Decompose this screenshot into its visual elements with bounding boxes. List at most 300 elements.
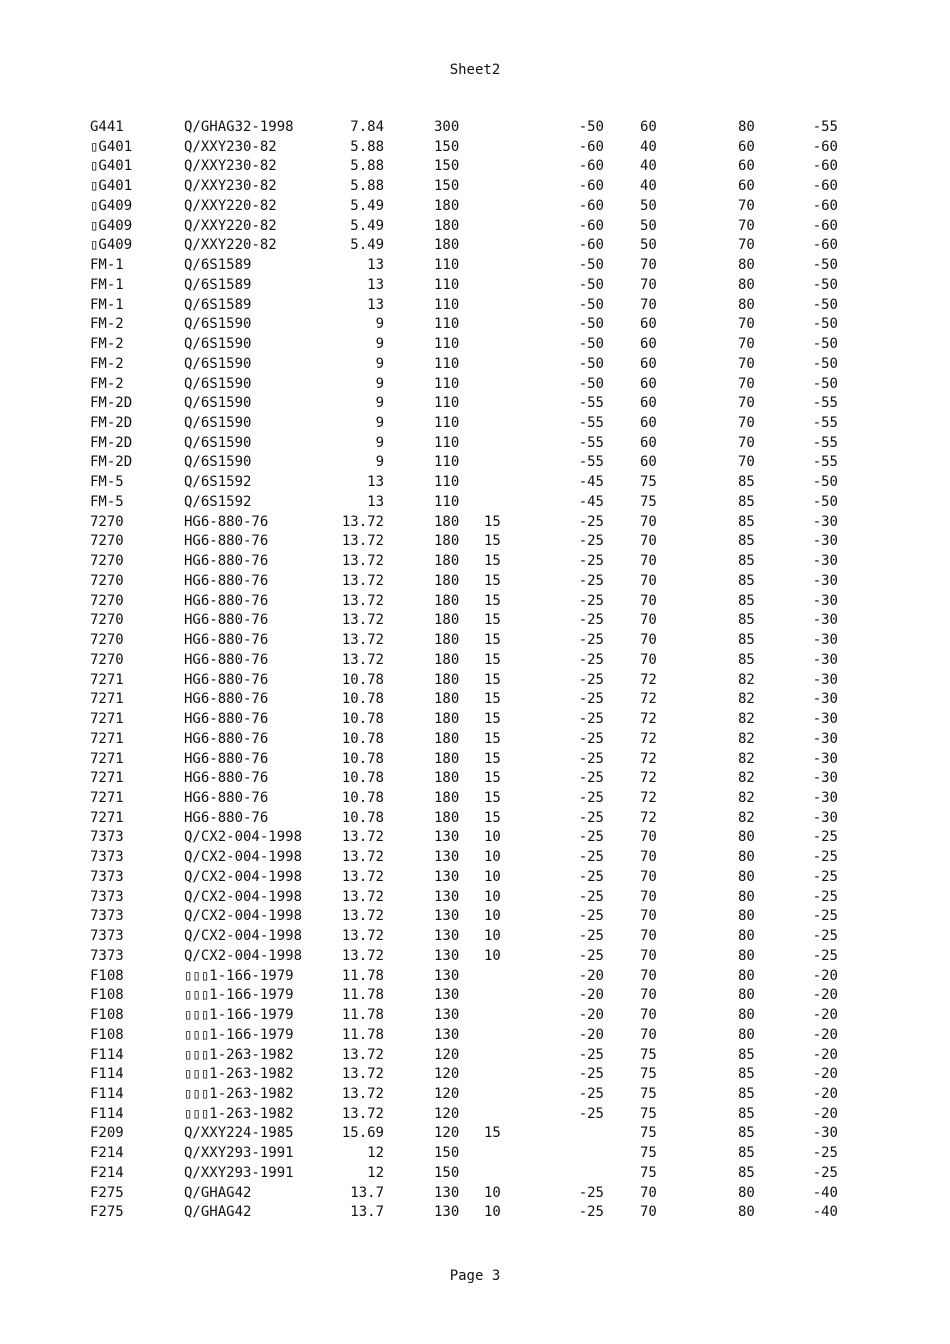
- table-cell-col8: 85: [738, 632, 755, 649]
- table-cell-col1: ▯G409: [90, 217, 133, 234]
- table-cell-col4: 110: [434, 316, 460, 333]
- table-cell-col1: 7270: [90, 553, 124, 570]
- table-cell-col6: -25: [578, 750, 604, 767]
- table-cell-col6: -25: [578, 947, 604, 964]
- table-cell-col7: 70: [640, 257, 657, 274]
- table-cell-col1: 7270: [90, 572, 124, 589]
- table-cell-col4: 130: [434, 908, 460, 925]
- table-row: [90, 177, 838, 197]
- table-cell-col9: -25: [812, 868, 838, 885]
- table-cell-col5: 10: [484, 1204, 501, 1221]
- table-cell-col2: ▯▯▯1-166-1979: [184, 967, 294, 984]
- table-cell-col7: 72: [640, 789, 657, 806]
- table-cell-col7: 72: [640, 691, 657, 708]
- table-cell-col4: 120: [434, 1085, 460, 1102]
- table-cell-col2: HG6-880-76: [184, 533, 269, 550]
- table-cell-col5: 15: [484, 750, 501, 767]
- table-cell-col1: ▯G409: [90, 237, 133, 254]
- table-cell-col4: 180: [434, 197, 460, 214]
- table-cell-col3: 13: [367, 474, 384, 491]
- table-cell-col5: [484, 394, 544, 414]
- table-cell-col5: 15: [484, 789, 501, 806]
- table-cell-col1: F114: [90, 1066, 124, 1083]
- table-cell-col8: 70: [738, 237, 755, 254]
- table-cell-col5: [484, 177, 544, 197]
- table-cell-col5: 10: [484, 868, 501, 885]
- table-cell-col4: 180: [434, 730, 460, 747]
- table-cell-col8: 70: [738, 454, 755, 471]
- table-cell-col2: Q/6S1589: [184, 276, 252, 293]
- table-cell-col4: 150: [434, 178, 460, 195]
- table-cell-col4: 110: [434, 454, 460, 471]
- table-cell-col5: 10: [484, 829, 501, 846]
- table-row: [90, 1026, 838, 1046]
- sheet-title: Sheet2: [449, 62, 501, 78]
- table-cell-col1: ▯G401: [90, 138, 133, 155]
- table-cell-col7: 60: [640, 375, 657, 392]
- table-cell-col7: 75: [640, 493, 657, 510]
- table-cell-col7: 70: [640, 928, 657, 945]
- table-cell-col2: Q/GHAG42: [184, 1184, 252, 1201]
- table-cell-col1: 7373: [90, 868, 124, 885]
- table-cell-col3: 13.72: [341, 513, 384, 530]
- table-cell-col6: -25: [578, 829, 604, 846]
- table-cell-col3: 9: [375, 415, 384, 432]
- table-cell-col8: 82: [738, 789, 755, 806]
- table-cell-col4: 110: [434, 415, 460, 432]
- table-cell-col4: 130: [434, 888, 460, 905]
- table-row: [90, 552, 838, 572]
- table-cell-col9: -50: [812, 493, 838, 510]
- table-cell-col6: -25: [578, 651, 604, 668]
- table-row: [90, 256, 838, 276]
- table-cell-col1: FM-2: [90, 316, 124, 333]
- table-cell-col2: Q/6S1592: [184, 474, 252, 491]
- table-cell-col8: 70: [738, 415, 755, 432]
- table-cell-col9: -40: [812, 1204, 838, 1221]
- table-cell-col7: 70: [640, 1204, 657, 1221]
- table-cell-col3: 9: [375, 336, 384, 353]
- table-cell-col1: ▯G401: [90, 178, 133, 195]
- table-cell-col4: 180: [434, 592, 460, 609]
- table-row: [90, 1085, 838, 1105]
- table-cell-col7: 72: [640, 809, 657, 826]
- table-cell-col2: HG6-880-76: [184, 612, 269, 629]
- table-cell-col9: -25: [812, 1164, 838, 1181]
- table-cell-col3: 13.72: [341, 612, 384, 629]
- table-cell-col8: 70: [738, 375, 755, 392]
- table-row: [90, 236, 838, 256]
- table-cell-col3: 13: [367, 276, 384, 293]
- table-cell-col2: Q/6S1590: [184, 415, 252, 432]
- table-cell-col9: -20: [812, 967, 838, 984]
- table-row: [90, 1164, 838, 1184]
- table-cell-col6: -25: [578, 849, 604, 866]
- table-cell-col9: -50: [812, 355, 838, 372]
- table-row: [90, 493, 838, 513]
- table-cell-col1: FM-2: [90, 336, 124, 353]
- table-cell-col7: 70: [640, 908, 657, 925]
- table-body: [90, 118, 838, 1223]
- table-cell-col4: 180: [434, 553, 460, 570]
- table-cell-col3: 13.72: [341, 849, 384, 866]
- table-cell-col2: Q/CX2-004-1998: [184, 849, 303, 866]
- table-cell-col5: 15: [484, 809, 501, 826]
- table-cell-col6: -25: [578, 632, 604, 649]
- table-cell-col9: -50: [812, 336, 838, 353]
- table-cell-col9: -30: [812, 592, 838, 609]
- table-cell-col1: F114: [90, 1085, 124, 1102]
- table-cell-col4: 110: [434, 296, 460, 313]
- table-cell-col6: -25: [578, 612, 604, 629]
- table-cell-col5: [484, 256, 544, 276]
- table-cell-col2: HG6-880-76: [184, 671, 269, 688]
- table-cell-col7: 72: [640, 671, 657, 688]
- table-cell-col2: Q/XXY230-82: [184, 138, 277, 155]
- table-cell-col5: 15: [484, 513, 501, 530]
- table-row: [90, 888, 838, 908]
- table-cell-col6: [544, 1164, 604, 1184]
- table-cell-col2: Q/XXY293-1991: [184, 1164, 294, 1181]
- table-cell-col4: 120: [434, 1046, 460, 1063]
- table-cell-col8: 70: [738, 316, 755, 333]
- table-cell-col6: -25: [578, 1184, 604, 1201]
- table-cell-col2: HG6-880-76: [184, 553, 269, 570]
- table-cell-col7: 72: [640, 730, 657, 747]
- table-cell-col8: 85: [738, 1066, 755, 1083]
- table-cell-col8: 80: [738, 1184, 755, 1201]
- table-cell-col7: 70: [640, 967, 657, 984]
- table-cell-col1: F209: [90, 1125, 124, 1142]
- table-cell-col2: ▯▯▯1-166-1979: [184, 1026, 294, 1043]
- table-cell-col8: 85: [738, 1125, 755, 1142]
- table-cell-col9: -25: [812, 1145, 838, 1162]
- table-cell-col7: 70: [640, 533, 657, 550]
- table-cell-col2: HG6-880-76: [184, 651, 269, 668]
- table-cell-col7: 40: [640, 138, 657, 155]
- table-cell-col9: -60: [812, 138, 838, 155]
- table-cell-col5: [484, 1046, 544, 1066]
- table-cell-col3: 9: [375, 375, 384, 392]
- table-row: [90, 335, 838, 355]
- table-row: [90, 1006, 838, 1026]
- table-cell-col7: 40: [640, 158, 657, 175]
- table-cell-col5: 10: [484, 849, 501, 866]
- table-cell-col2: ▯▯▯1-166-1979: [184, 987, 294, 1004]
- table-cell-col4: 150: [434, 138, 460, 155]
- table-row: [90, 1144, 838, 1164]
- table-cell-col9: -50: [812, 375, 838, 392]
- table-cell-col3: 13.72: [341, 829, 384, 846]
- table-cell-col7: 60: [640, 355, 657, 372]
- table-row: [90, 1124, 838, 1144]
- table-cell-col7: 70: [640, 868, 657, 885]
- table-cell-col3: 13.72: [341, 553, 384, 570]
- table-cell-col7: 70: [640, 296, 657, 313]
- table-cell-col1: F214: [90, 1145, 124, 1162]
- table-cell-col4: 130: [434, 849, 460, 866]
- table-cell-col9: -25: [812, 908, 838, 925]
- table-cell-col8: 85: [738, 612, 755, 629]
- table-cell-col8: 85: [738, 1164, 755, 1181]
- table-row: [90, 947, 838, 967]
- table-cell-col4: 180: [434, 513, 460, 530]
- table-cell-col3: 13.72: [341, 533, 384, 550]
- table-row: [90, 986, 838, 1006]
- table-cell-col7: 70: [640, 572, 657, 589]
- table-cell-col8: 80: [738, 849, 755, 866]
- table-cell-col6: -60: [578, 217, 604, 234]
- table-cell-col5: [484, 414, 544, 434]
- table-cell-col9: -30: [812, 671, 838, 688]
- table-cell-col2: HG6-880-76: [184, 691, 269, 708]
- table-cell-col2: Q/6S1590: [184, 434, 252, 451]
- table-cell-col3: 9: [375, 454, 384, 471]
- table-cell-col2: Q/XXY224-1985: [184, 1125, 294, 1142]
- table-cell-col6: -20: [578, 1026, 604, 1043]
- table-cell-col1: 7373: [90, 928, 124, 945]
- table-cell-col6: [544, 1124, 604, 1144]
- table-cell-col7: 75: [640, 1085, 657, 1102]
- table-cell-col1: G441: [90, 119, 124, 135]
- table-cell-col1: F108: [90, 1026, 124, 1043]
- table-cell-col1: 7270: [90, 533, 124, 550]
- table-cell-col9: -30: [812, 770, 838, 787]
- table-cell-col9: -60: [812, 217, 838, 234]
- table-cell-col9: -30: [812, 651, 838, 668]
- table-cell-col8: 82: [738, 770, 755, 787]
- table-cell-col2: Q/CX2-004-1998: [184, 947, 303, 964]
- table-cell-col3: 5.49: [350, 197, 384, 214]
- table-cell-col3: 11.78: [341, 1007, 384, 1024]
- table-cell-col5: [484, 1026, 544, 1046]
- table-cell-col4: 130: [434, 947, 460, 964]
- table-cell-col1: FM-2D: [90, 454, 133, 471]
- table-cell-col9: -55: [812, 454, 838, 471]
- table-cell-col3: 13.72: [341, 1085, 384, 1102]
- table-cell-col5: 15: [484, 592, 501, 609]
- table-cell-col8: 82: [738, 671, 755, 688]
- table-cell-col4: 120: [434, 1066, 460, 1083]
- table-cell-col3: 13.72: [341, 1105, 384, 1122]
- table-cell-col2: HG6-880-76: [184, 513, 269, 530]
- table-cell-col6: -60: [578, 237, 604, 254]
- table-cell-col9: -30: [812, 809, 838, 826]
- table-cell-col4: 110: [434, 434, 460, 451]
- table-cell-col4: 110: [434, 375, 460, 392]
- table-cell-col3: 10.78: [341, 691, 384, 708]
- table-cell-col7: 70: [640, 632, 657, 649]
- table-cell-col2: Q/XXY230-82: [184, 178, 277, 195]
- table-cell-col1: 7373: [90, 908, 124, 925]
- table-cell-col1: F114: [90, 1046, 124, 1063]
- table-cell-col9: -20: [812, 987, 838, 1004]
- table-cell-col8: 80: [738, 1204, 755, 1221]
- table-row: [90, 710, 838, 730]
- table-cell-col3: 13.72: [341, 888, 384, 905]
- table-row: [90, 611, 838, 631]
- table-cell-col3: 10.78: [341, 750, 384, 767]
- table-row: [90, 631, 838, 651]
- table-cell-col4: 120: [434, 1105, 460, 1122]
- table-cell-col4: 180: [434, 217, 460, 234]
- table-cell-col8: 70: [738, 197, 755, 214]
- table-cell-col6: -25: [578, 572, 604, 589]
- table-cell-col2: Q/XXY230-82: [184, 158, 277, 175]
- table-cell-col3: 12: [367, 1164, 384, 1181]
- table-row: [90, 118, 838, 138]
- table-row: [90, 414, 838, 434]
- table-cell-col6: -25: [578, 1204, 604, 1221]
- table-cell-col9: -30: [812, 553, 838, 570]
- table-cell-col1: FM-1: [90, 276, 124, 293]
- table-row: [90, 769, 838, 789]
- table-cell-col9: -25: [812, 849, 838, 866]
- table-cell-col7: 75: [640, 1105, 657, 1122]
- table-cell-col2: Q/6S1592: [184, 493, 252, 510]
- table-cell-col6: -45: [578, 493, 604, 510]
- table-cell-col7: 70: [640, 513, 657, 530]
- table-cell-col7: 60: [640, 119, 657, 135]
- table-cell-col4: 130: [434, 967, 460, 984]
- table-cell-col4: 180: [434, 711, 460, 728]
- table-cell-col1: 7271: [90, 750, 124, 767]
- table-cell-col4: 180: [434, 237, 460, 254]
- table-row: [90, 138, 838, 158]
- table-cell-col8: 80: [738, 947, 755, 964]
- table-cell-col3: 13.72: [341, 868, 384, 885]
- table-cell-col1: F108: [90, 1007, 124, 1024]
- table-row: [90, 1105, 838, 1125]
- table-cell-col5: [484, 1164, 544, 1184]
- table-cell-col3: 13.72: [341, 592, 384, 609]
- table-cell-col5: [484, 197, 544, 217]
- table-cell-col5: [484, 335, 544, 355]
- table-cell-col3: 10.78: [341, 789, 384, 806]
- table-cell-col9: -30: [812, 612, 838, 629]
- table-cell-col1: FM-2: [90, 375, 124, 392]
- table-cell-col7: 70: [640, 612, 657, 629]
- table-cell-col8: 85: [738, 553, 755, 570]
- table-cell-col6: -50: [578, 296, 604, 313]
- table-cell-col3: 9: [375, 434, 384, 451]
- table-cell-col3: 13: [367, 493, 384, 510]
- table-cell-col9: -30: [812, 632, 838, 649]
- table-cell-col2: Q/6S1589: [184, 296, 252, 313]
- table-cell-col5: [484, 1144, 544, 1164]
- table-cell-col5: [484, 1105, 544, 1125]
- table-cell-col6: -55: [578, 415, 604, 432]
- table-row: [90, 473, 838, 493]
- table-cell-col9: -30: [812, 711, 838, 728]
- table-cell-col8: 80: [738, 987, 755, 1004]
- table-cell-col6: -25: [578, 691, 604, 708]
- table-cell-col6: -25: [578, 1105, 604, 1122]
- table-cell-col1: ▯G409: [90, 197, 133, 214]
- table-cell-col3: 13.72: [341, 572, 384, 589]
- table-cell-col3: 5.49: [350, 217, 384, 234]
- table-cell-col9: -50: [812, 296, 838, 313]
- table-cell-col5: 15: [484, 651, 501, 668]
- table-cell-col9: -55: [812, 415, 838, 432]
- table-cell-col9: -20: [812, 1066, 838, 1083]
- table-row: [90, 730, 838, 750]
- table-cell-col9: -30: [812, 533, 838, 550]
- table-cell-col3: 13.72: [341, 632, 384, 649]
- table-cell-col5: 10: [484, 1184, 501, 1201]
- table-cell-col1: 7271: [90, 711, 124, 728]
- table-cell-col6: -20: [578, 967, 604, 984]
- table-cell-col9: -55: [812, 119, 838, 135]
- table-cell-col1: FM-2D: [90, 415, 133, 432]
- table-cell-col7: 60: [640, 454, 657, 471]
- table-row: [90, 315, 838, 335]
- table-row: [90, 394, 838, 414]
- table-cell-col1: 7373: [90, 829, 124, 846]
- table-cell-col1: 7271: [90, 789, 124, 806]
- table-cell-col2: Q/GHAG32-1998: [184, 119, 294, 135]
- table-row: [90, 592, 838, 612]
- table-cell-col9: -30: [812, 1125, 838, 1142]
- table-cell-col4: 110: [434, 257, 460, 274]
- table-cell-col8: 80: [738, 829, 755, 846]
- table-cell-col6: -20: [578, 987, 604, 1004]
- table-row: [90, 809, 838, 829]
- table-row: [90, 217, 838, 237]
- table-cell-col1: 7271: [90, 671, 124, 688]
- table-cell-col7: 75: [640, 1125, 657, 1142]
- table-cell-col5: 15: [484, 553, 501, 570]
- table-cell-col3: 9: [375, 355, 384, 372]
- table-cell-col9: -50: [812, 474, 838, 491]
- table-cell-col2: Q/CX2-004-1998: [184, 888, 303, 905]
- table-cell-col7: 60: [640, 415, 657, 432]
- table-cell-col9: -30: [812, 730, 838, 747]
- table-cell-col7: 70: [640, 1026, 657, 1043]
- table-cell-col2: HG6-880-76: [184, 572, 269, 589]
- table-cell-col8: 60: [738, 158, 755, 175]
- table-cell-col2: ▯▯▯1-263-1982: [184, 1085, 294, 1102]
- table-cell-col7: 70: [640, 987, 657, 1004]
- table-cell-col9: -30: [812, 750, 838, 767]
- table-cell-col8: 85: [738, 651, 755, 668]
- table-cell-col3: 13.7: [350, 1204, 384, 1221]
- table-cell-col4: 180: [434, 770, 460, 787]
- table-cell-col5: 15: [484, 671, 501, 688]
- table-cell-col1: 7271: [90, 809, 124, 826]
- table-cell-col8: 85: [738, 533, 755, 550]
- table-cell-col2: Q/6S1589: [184, 257, 252, 274]
- table-cell-col6: -50: [578, 257, 604, 274]
- table-cell-col5: [484, 1006, 544, 1026]
- table-cell-col5: 15: [484, 632, 501, 649]
- table-cell-col9: -20: [812, 1026, 838, 1043]
- table-cell-col6: -50: [578, 355, 604, 372]
- table-cell-col4: 110: [434, 336, 460, 353]
- table-cell-col2: HG6-880-76: [184, 711, 269, 728]
- table-cell-col2: Q/6S1590: [184, 454, 252, 471]
- table-cell-col5: [484, 1065, 544, 1085]
- table-cell-col5: 10: [484, 928, 501, 945]
- table-cell-col4: 130: [434, 1184, 460, 1201]
- table-cell-col1: F108: [90, 987, 124, 1004]
- table-cell-col1: FM-1: [90, 296, 124, 313]
- table-cell-col2: HG6-880-76: [184, 592, 269, 609]
- table-cell-col1: F114: [90, 1105, 124, 1122]
- table-row: [90, 1046, 838, 1066]
- table-row: [90, 434, 838, 454]
- table-cell-col5: [484, 986, 544, 1006]
